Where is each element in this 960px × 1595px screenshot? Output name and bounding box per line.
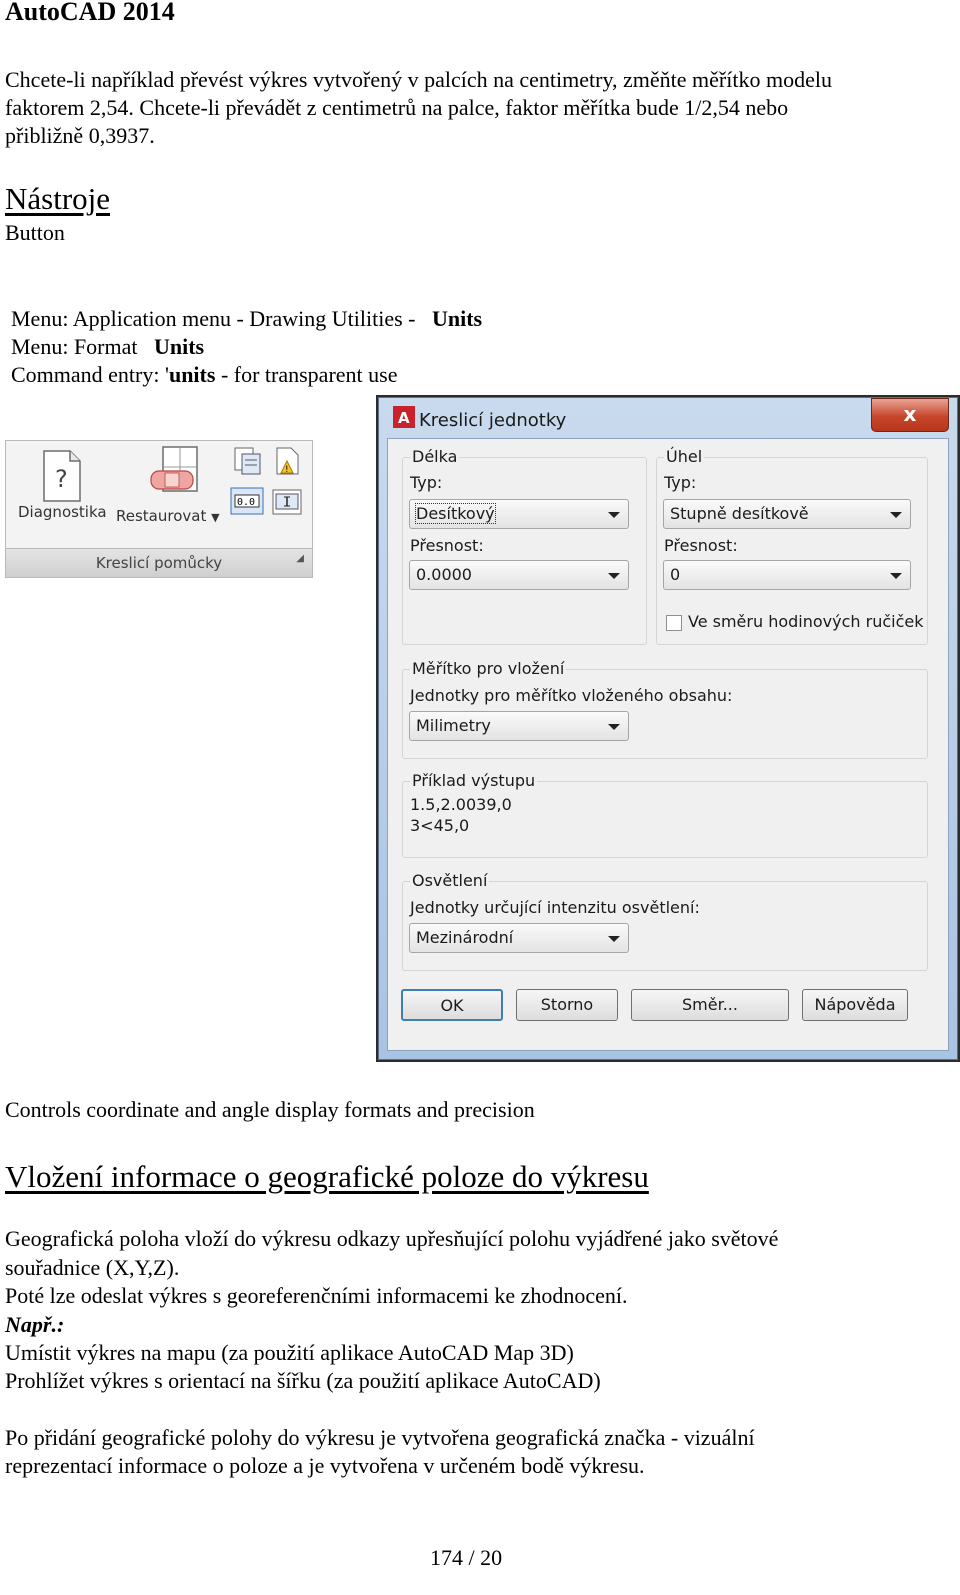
- autocad-app-icon: [393, 406, 415, 428]
- paragraph-line: Prohlížet výkres s orientací na šířku (za použití aplikace AutoCAD): [5, 1368, 601, 1393]
- example-label: Např.:: [5, 1312, 65, 1337]
- lighting-title: Osvětlení: [412, 871, 488, 890]
- menu-path-line: [11, 305, 482, 334]
- angle-type-value: Stupně desítkově: [670, 504, 809, 523]
- dialog-frame: [378, 397, 958, 1060]
- angle-precision-label: Přesnost:: [664, 536, 738, 555]
- ribbon-panel-drawing-aids: [5, 440, 313, 578]
- clockwise-label[interactable]: Ve směru hodinových ručiček: [688, 612, 924, 631]
- ribbon-panel-title-text: Kreslicí pomůcky: [95, 554, 223, 572]
- dialog-body: [387, 438, 949, 1051]
- svg-text:A: A: [398, 409, 410, 427]
- diagnostics-icon[interactable]: [40, 449, 84, 503]
- insertion-scale-title: Měřítko pro vložení: [412, 659, 565, 678]
- page-number: 174 / 20: [430, 1545, 503, 1570]
- button-label: Button: [5, 220, 65, 245]
- units-description: Controls coordinate and angle display formats and precision: [5, 1097, 535, 1122]
- menu-format-text: Menu: Format: [11, 334, 138, 359]
- help-button[interactable]: Nápověda: [802, 989, 908, 1021]
- menu-path-units: Units: [432, 306, 483, 331]
- command-entry-line: [11, 361, 397, 390]
- paragraph-line: Chcete-li například převést výkres vytvořený v palcích na centimetry, změňte měřítko modelu: [5, 67, 832, 92]
- document-title: AutoCAD 2014: [5, 0, 175, 26]
- chevron-down-icon: [608, 512, 620, 518]
- panel-expand-icon[interactable]: ◢: [296, 553, 304, 564]
- angle-type-label: Typ:: [664, 473, 697, 492]
- angle-group-title: Úhel: [666, 447, 703, 466]
- svg-text:?: ?: [55, 465, 68, 493]
- paragraph-line: Poté lze odeslat výkres s georeferenčními informacemi ke zhodnocení.: [5, 1283, 628, 1308]
- chevron-down-icon: [890, 573, 902, 579]
- length-type-label: Typ:: [410, 473, 443, 492]
- paragraph-line: reprezentací informace o poloze a je vytvořena v určeném bodě výkresu.: [5, 1453, 645, 1478]
- paragraph-line: Umístit výkres na mapu (za použití aplikace AutoCAD Map 3D): [5, 1340, 574, 1365]
- angle-type-select[interactable]: [663, 499, 911, 529]
- section-heading-tools: Nástroje: [5, 181, 111, 216]
- lighting-label: Jednotky určující intenzitu osvětlení:: [410, 898, 700, 917]
- length-group-title: Délka: [412, 447, 458, 466]
- direction-button[interactable]: Směr...: [631, 989, 789, 1021]
- command-entry-prefix: Command entry: ': [11, 362, 169, 387]
- sample-output-line: 3<45,0: [410, 816, 470, 835]
- paragraph-line: souřadnice (X,Y,Z).: [5, 1255, 180, 1280]
- angle-precision-select[interactable]: [663, 560, 911, 590]
- insertion-scale-label: Jednotky pro měřítko vloženého obsahu:: [410, 686, 733, 705]
- id-point-icon[interactable]: [272, 489, 302, 515]
- sample-output-title: Příklad výstupu: [412, 771, 536, 790]
- chevron-down-icon: [608, 936, 620, 942]
- chevron-down-icon: [608, 573, 620, 579]
- command-entry-suffix: - for transparent use: [215, 362, 398, 387]
- paragraph-line: faktorem 2,54. Chcete-li převádět z centimetrů na palce, faktor měřítka bude 1/2,54 nebo: [5, 95, 789, 120]
- chevron-down-icon: [608, 724, 620, 730]
- chevron-down-icon[interactable]: ▼: [211, 511, 220, 524]
- close-button[interactable]: x: [871, 398, 949, 432]
- lighting-value: Mezinárodní: [416, 928, 514, 947]
- drawing-units-dialog: [376, 395, 960, 1062]
- section-heading-geolocation: Vložení informace o geografické poloze do výkresu: [5, 1159, 649, 1194]
- menu-format-line: [11, 333, 204, 362]
- length-type-value: Desítkový: [416, 504, 495, 523]
- paragraph-line: přibližně 0,3937.: [5, 123, 155, 148]
- insertion-scale-value: Milimetry: [416, 716, 491, 735]
- paragraph-line: Geografická poloha vloží do výkresu odkazy upřesňující polohu vyjádřené jako světové: [5, 1226, 779, 1251]
- length-type-select[interactable]: [409, 499, 629, 529]
- menu-path-text: Menu: Application menu - Drawing Utilities -: [11, 306, 416, 331]
- recover-label-text[interactable]: Restaurovat: [116, 507, 207, 525]
- audit-icon[interactable]: [272, 445, 304, 477]
- length-precision-label: Přesnost:: [410, 536, 484, 555]
- recover-label[interactable]: [116, 507, 220, 525]
- paragraph-line: Po přidání geografické polohy do výkresu je vytvořena geografická značka - vizuální: [5, 1425, 755, 1450]
- units-icon[interactable]: [230, 487, 264, 515]
- sample-output-group: [402, 781, 928, 858]
- ribbon-panel-title: [6, 548, 312, 577]
- chevron-down-icon: [890, 512, 902, 518]
- sample-output-line: 1.5,2.0039,0: [410, 795, 512, 814]
- insertion-scale-select[interactable]: [409, 711, 629, 741]
- length-precision-value: 0.0000: [416, 565, 472, 584]
- dialog-title: Kreslicí jednotky: [419, 410, 567, 431]
- svg-text:0.0: 0.0: [237, 497, 256, 508]
- angle-precision-value: 0: [670, 565, 681, 584]
- length-precision-select[interactable]: [409, 560, 629, 590]
- cancel-button[interactable]: Storno: [516, 989, 618, 1021]
- svg-text:!: !: [285, 465, 289, 475]
- lighting-select[interactable]: [409, 923, 629, 953]
- layer-states-icon[interactable]: [232, 445, 264, 477]
- clockwise-checkbox[interactable]: [666, 615, 682, 631]
- command-entry-units: units: [168, 362, 216, 387]
- recover-icon[interactable]: [149, 445, 201, 501]
- menu-format-units: Units: [154, 334, 205, 359]
- diagnostics-label[interactable]: Diagnostika: [18, 503, 107, 521]
- ok-button[interactable]: OK: [401, 989, 503, 1021]
